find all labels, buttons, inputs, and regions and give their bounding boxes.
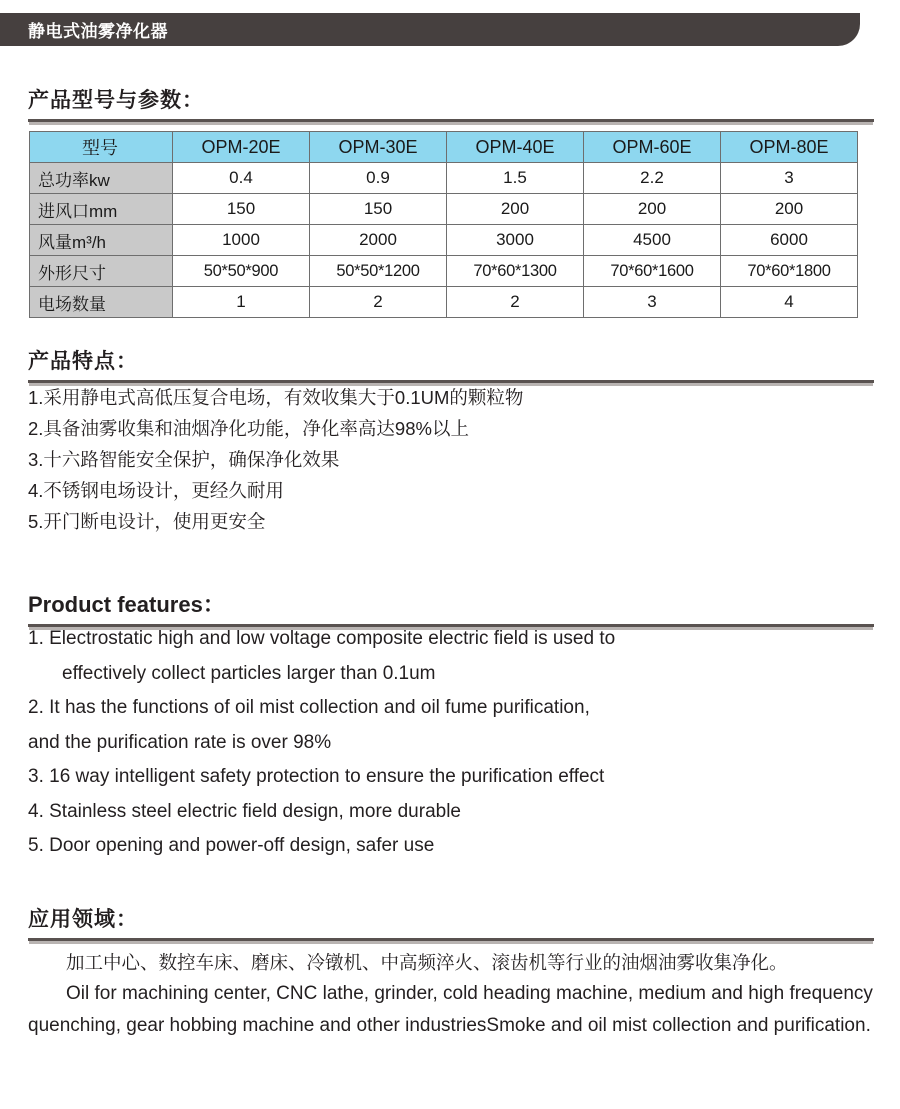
list-item-line: 5. Door opening and power-off design, safer use bbox=[28, 835, 435, 856]
list-item: 2.具备油雾收集和油烟净化功能，净化率高达98%以上 bbox=[28, 418, 469, 439]
table-header-row bbox=[30, 132, 858, 163]
row-label-inlet: 进风口mm bbox=[30, 194, 173, 225]
cell-airflow-20e: 1000 bbox=[173, 225, 310, 256]
table-row bbox=[30, 287, 858, 318]
cell-fieldcount-20e: 1 bbox=[173, 287, 310, 318]
cell-power-80e: 3 bbox=[721, 163, 858, 194]
list-item bbox=[28, 795, 878, 830]
list-item bbox=[28, 691, 878, 760]
applications-paragraph-cn: 加工中心、数控车床、磨床、冷镦机、中高频淬火、滚齿机等行业的油烟油雾收集净化。 bbox=[66, 952, 788, 973]
table-row bbox=[30, 194, 858, 225]
features-cn-list bbox=[28, 382, 878, 537]
applications-heading: 应用领域： bbox=[28, 903, 874, 941]
cell-power-60e: 2.2 bbox=[584, 163, 721, 194]
cell-power-20e: 0.4 bbox=[173, 163, 310, 194]
spec-section-heading: 产品型号与参数： bbox=[28, 84, 874, 122]
table-header-cell-opm80e: OPM-80E bbox=[721, 132, 858, 163]
cell-inlet-20e: 150 bbox=[173, 194, 310, 225]
table-header-cell-model: 型号 bbox=[30, 132, 173, 163]
cell-fieldcount-30e: 2 bbox=[310, 287, 447, 318]
row-label-fieldcount: 电场数量 bbox=[30, 287, 173, 318]
cell-power-30e: 0.9 bbox=[310, 163, 447, 194]
list-item-line: 4. Stainless steel electric field design, more durable bbox=[28, 800, 462, 822]
table-header-cell-opm30e: OPM-30E bbox=[310, 132, 447, 163]
row-label-airflow: 风量m³/h bbox=[30, 225, 173, 256]
table-row bbox=[30, 163, 858, 194]
cell-fieldcount-60e: 3 bbox=[584, 287, 721, 318]
cell-airflow-30e: 2000 bbox=[310, 225, 447, 256]
features-en-list bbox=[28, 622, 878, 864]
cell-airflow-40e: 3000 bbox=[447, 225, 584, 256]
spec-table bbox=[29, 131, 858, 318]
cell-inlet-40e: 200 bbox=[447, 194, 584, 225]
list-item bbox=[28, 760, 878, 795]
cell-dim-80e: 70*60*1800 bbox=[721, 256, 858, 287]
cell-inlet-30e: 150 bbox=[310, 194, 447, 225]
list-item-line-continued: and the purification rate is over 98% bbox=[28, 731, 332, 753]
list-item: 5.开门断电设计，使用更安全 bbox=[28, 511, 266, 532]
table-header-cell-opm40e: OPM-40E bbox=[447, 132, 584, 163]
row-label-dimensions: 外形尺寸 bbox=[30, 256, 173, 287]
table-header-cell-opm60e: OPM-60E bbox=[584, 132, 721, 163]
spec-table-body bbox=[30, 132, 858, 318]
list-item-line: 2. It has the functions of oil mist collection and oil fume purification, bbox=[28, 697, 590, 718]
applications-content bbox=[28, 947, 874, 1041]
list-item-line: 3. 16 way intelligent safety protection to ensure the purification effect bbox=[28, 766, 605, 787]
list-item: 3.十六路智能安全保护，确保净化效果 bbox=[28, 449, 340, 470]
cell-power-40e: 1.5 bbox=[447, 163, 584, 194]
cell-inlet-80e: 200 bbox=[721, 194, 858, 225]
applications-paragraph-en: Oil for machining center, CNC lathe, grinder, cold heading machine, medium and high frequency quenching, gear hobbing machine and other industriesSmoke and oil mist collection and purification. bbox=[28, 983, 873, 1036]
features-cn-heading: 产品特点： bbox=[28, 345, 874, 383]
cell-airflow-60e: 4500 bbox=[584, 225, 721, 256]
cell-fieldcount-40e: 2 bbox=[447, 287, 584, 318]
cell-dim-30e: 50*50*1200 bbox=[310, 256, 447, 287]
banner-title: 静电式油雾净化器 bbox=[28, 22, 168, 41]
list-item bbox=[28, 829, 878, 864]
table-row bbox=[30, 256, 858, 287]
cell-fieldcount-80e: 4 bbox=[721, 287, 858, 318]
list-item bbox=[28, 622, 878, 691]
list-item-line: 1. Electrostatic high and low voltage composite electric field is used to bbox=[28, 628, 616, 649]
cell-dim-20e: 50*50*900 bbox=[173, 256, 310, 287]
list-item: 1.采用静电式高低压复合电场，有效收集大于0.1UM的颗粒物 bbox=[28, 387, 524, 408]
list-item: 4.不锈钢电场设计，更经久耐用 bbox=[28, 480, 284, 501]
cell-inlet-60e: 200 bbox=[584, 194, 721, 225]
features-en-heading: Product features： bbox=[28, 588, 874, 627]
page-header-banner bbox=[0, 13, 860, 46]
table-row bbox=[30, 225, 858, 256]
list-item-line-continued: effectively collect particles larger than 0.1um bbox=[62, 662, 436, 684]
row-label-power: 总功率kw bbox=[30, 163, 173, 194]
table-header-cell-opm20e: OPM-20E bbox=[173, 132, 310, 163]
cell-airflow-80e: 6000 bbox=[721, 225, 858, 256]
cell-dim-40e: 70*60*1300 bbox=[447, 256, 584, 287]
cell-dim-60e: 70*60*1600 bbox=[584, 256, 721, 287]
